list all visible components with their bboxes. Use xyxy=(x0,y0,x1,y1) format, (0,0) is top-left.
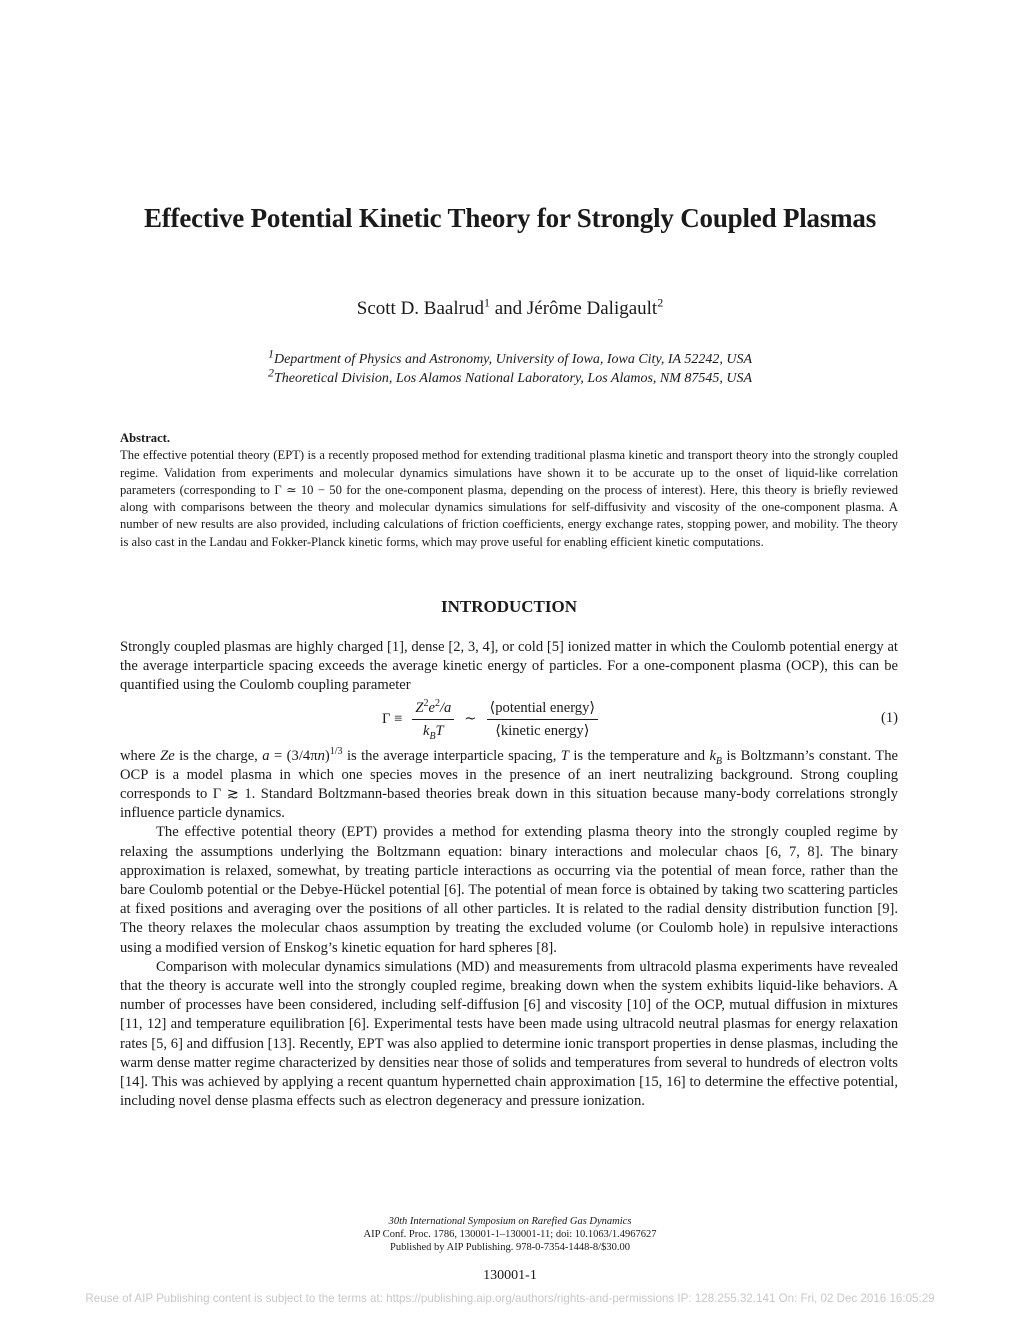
eq-numerator: ⟨potential energy⟩ xyxy=(487,699,599,720)
paragraph: Strongly coupled plasmas are highly charged [1], dense [2, 3, 4], or cold [5] ionized matter in which the Coulomb potential energy at the average interparticle spacing exceeds the average kinetic energy of particles. For a one-component plasma (OCP), this can be quantified using the Coulomb coupling parameter xyxy=(120,639,898,694)
paragraph: Comparison with molecular dynamics simulations (MD) and measurements from ultracold plasma experiments have revealed that the theory is accurate well into the strongly coupled regime, breaking down when the system exhibits liquid-like behaviors. A number of processes have been considered, including self-diffusion [6] and viscosity [10] of the OCP, mutual diffusion in mixtures [11, 12] and temperature equilibration [6]. Experimental tests have been made using ultracold neutral plasmas for energy relaxation rates [5, 6] and diffusion [13]. Recently, EPT was also applied to determine ionic transport properties in dense plasmas, including the warm dense matter regime characterized by densities near those of solids and temperatures from several to hundreds of electron volts [14]. This was achieved by applying a recent quantum hypernetted chain approximation [15, 16] to determine the effective potential, including novel dense plasma effects such as electron degeneracy and pressure ionization. xyxy=(120,958,898,1110)
equation-sim: ∼ xyxy=(464,711,477,727)
text-run: ) xyxy=(324,747,330,764)
page-number: 130001-1 xyxy=(483,1268,537,1283)
eq-var: T xyxy=(435,723,444,740)
paragraph xyxy=(120,747,898,824)
author-affiliation-mark: 2 xyxy=(657,295,664,310)
author-name: Scott D. Baalrud xyxy=(356,298,484,319)
abstract xyxy=(120,430,898,551)
text-run: n xyxy=(317,747,325,764)
author-affiliation-mark: 1 xyxy=(483,295,490,310)
eq-var: k xyxy=(422,723,430,740)
text-run: T xyxy=(560,747,569,764)
affiliation-mark: 1 xyxy=(267,346,274,361)
affiliation-list xyxy=(120,346,900,388)
eq-var: e xyxy=(428,700,435,717)
text-run: = (3/4π xyxy=(269,747,318,764)
author-connector: and xyxy=(494,298,523,319)
paper-title: Effective Potential Kinetic Theory for Strongly Coupled Plasmas xyxy=(143,203,877,233)
equation-number: (1) xyxy=(880,709,898,726)
abstract-heading: Abstract. xyxy=(120,431,171,445)
text-run: a xyxy=(262,747,270,764)
affiliation xyxy=(120,365,900,388)
author-list xyxy=(120,296,900,322)
eq-exp: 2 xyxy=(423,698,429,710)
text-run: k xyxy=(709,747,716,764)
affiliation-text: Theoretical Division, Los Alamos National Laboratory, Los Alamos, NM 87545, USA xyxy=(273,371,753,386)
eq-var: Z xyxy=(415,700,424,717)
proceedings-citation: AIP Conf. Proc. 1786, 130001-1–130001-11; doi: 10.1063/1.4967627 xyxy=(363,1229,657,1240)
paragraph: The effective potential theory (EPT) provides a method for extending plasma theory into the strongly coupled regime by relaxing the assumptions underlying the Boltzmann equation: binary interactions and molecular chaos [6, 7, 8]. The binary approximation is relaxed, somewhat, by treating particle interactions as occurring via the potential of mean force, rather than the bare Coulomb potential or the Debye-Hückel potential [6]. The potential of mean force is obtained by taking two scattering particles at fixed positions and averaging over the positions of all other particles. It is related to the radial density distribution function [9]. The theory relaxes the molecular chaos assumption by treating the excluded volume (or Coulomb hole) in repulsive interactions using a modified version of Enskog’s kinetic equation for hard spheres [8]. xyxy=(120,824,898,956)
publication-footer xyxy=(120,1215,900,1254)
introduction-body xyxy=(120,638,898,1111)
publisher-line: Published by AIP Publishing. 978-0-7354-1448-8/$30.00 xyxy=(390,1242,630,1253)
conference-name: 30th International Symposium on Rarefied Gas Dynamics xyxy=(388,1216,632,1227)
eq-exp: 2 xyxy=(434,698,440,710)
eq-sub: B xyxy=(429,731,436,743)
text-run: is Boltzmann’s constant. The OCP is a model plasma in which one species moves in the presence of an inert neutralizing background. Strong coupling corresponds to Γ ≳ 1. Standard Boltzmann-based theories break down in this situation because many-body correlations strongly influence particle dynamics. xyxy=(120,747,898,822)
author-name: Jérôme Daligault xyxy=(526,298,658,319)
text-run: Ze xyxy=(160,747,175,764)
text-run: is the charge, xyxy=(174,747,263,764)
abstract-body: The effective potential theory (EPT) is a recently proposed method for extending traditional plasma kinetic and transport theory into the strongly coupled regime. Validation from experiments and molecular dynamics simulations have shown it to be accurate up to the onset of liquid-like correlation parameters (corresponding to Γ ≃ 10 − 50 for the one-component plasma, depending on the process of interest). Here, this theory is briefly reviewed along with comparisons between the theory and molecular dynamics simulations for self-diffusivity and viscosity of the one-component plasma. A number of new results are also provided, including calculations of friction coefficients, energy exchange rates, stopping power, and mobility. The theory is also cast in the Landau and Fokker-Planck kinetic forms, which may prove useful for enabling efficient kinetic computations. xyxy=(120,448,898,549)
equation-1 xyxy=(120,697,898,745)
text-run: 1/3 xyxy=(329,745,343,757)
text-run: B xyxy=(715,755,723,767)
equation-fraction xyxy=(412,698,454,743)
reuse-notice-watermark: Reuse of AIP Publishing content is subject to the terms at: https://publishing.aip.org/authors/rights-and-permissions IP: 128.255.32.141 On: Fri, 02 Dec 2016 16:05:29 xyxy=(85,1292,935,1305)
affiliation-text: Department of Physics and Astronomy, University of Iowa, Iowa City, IA 52242, USA xyxy=(273,352,753,367)
affiliation-mark: 2 xyxy=(267,365,274,380)
text-run: is the average interparticle spacing, xyxy=(342,747,561,764)
text-run: is the temperature and xyxy=(568,747,710,764)
eq-var: /a xyxy=(439,700,452,717)
eq-denominator: ⟨kinetic energy⟩ xyxy=(495,723,590,740)
section-heading: INTRODUCTION xyxy=(440,597,578,616)
equation-fraction xyxy=(487,699,599,740)
affiliation xyxy=(120,346,900,369)
text-run: where xyxy=(120,747,161,764)
equation-lhs: Γ ≡ xyxy=(382,711,403,727)
